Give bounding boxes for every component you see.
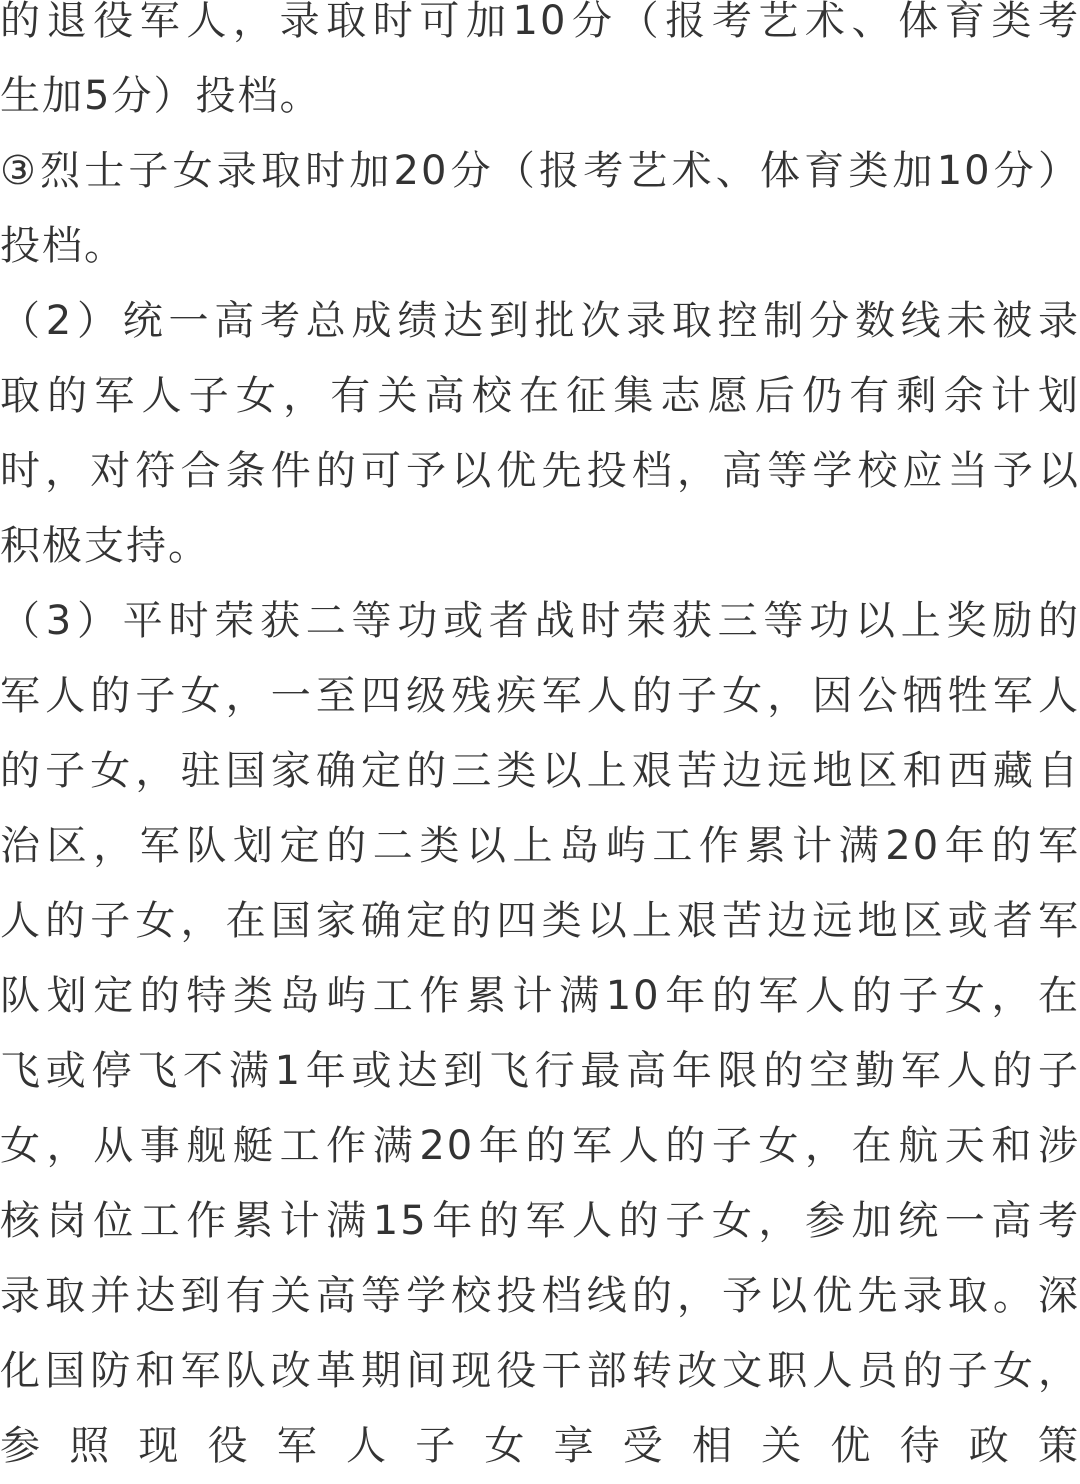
- text-line: 投档。: [0, 223, 126, 269]
- text-line: 生加5分）投档。: [0, 73, 322, 119]
- text-line: 录取并达到有关高等学校投档线的，予以优先录取。深: [0, 1273, 1080, 1319]
- text-line: 队划定的特类岛屿工作累计满10年的军人的子女，在: [0, 973, 1080, 1019]
- text-line: 的子女，驻国家确定的三类以上艰苦边远地区和西藏自: [0, 748, 1080, 794]
- text-line: 的退役军人，录取时可加10分（报考艺术、体育类考: [0, 0, 1080, 44]
- text-line: 飞或停飞不满1年或达到飞行最高年限的空勤军人的子: [0, 1048, 1080, 1094]
- text-line: （2）统一高考总成绩达到批次录取控制分数线未被录: [0, 298, 1080, 344]
- text-line: 时，对符合条件的可予以优先投档，高等学校应当予以: [0, 448, 1080, 494]
- text-line: 治区，军队划定的二类以上岛屿工作累计满20年的军: [0, 823, 1080, 869]
- text-line: 积极支持。: [0, 523, 210, 569]
- text-line: （3）平时荣获二等功或者战时荣获三等功以上奖励的: [0, 598, 1080, 644]
- text-line: 人的子女，在国家确定的四类以上艰苦边远地区或者军: [0, 898, 1080, 944]
- text-line: 女，从事舰艇工作满20年的军人的子女，在航天和涉: [0, 1123, 1080, 1169]
- text-line: ③烈士子女录取时加20分（报考艺术、体育类加10分）: [0, 148, 1080, 194]
- text-line: 军人的子女，一至四级残疾军人的子女，因公牺牲军人: [0, 673, 1080, 719]
- text-line: 取的军人子女，有关高校在征集志愿后仍有剩余计划: [0, 373, 1080, 419]
- text-line: 化国防和军队改革期间现役干部转改文职人员的子女，: [0, 1348, 1080, 1394]
- text-line-partial: 参照现役军人子女享受相关优待政策: [0, 1423, 1080, 1469]
- text-line: 核岗位工作累计满15年的军人的子女，参加统一高考: [0, 1198, 1080, 1244]
